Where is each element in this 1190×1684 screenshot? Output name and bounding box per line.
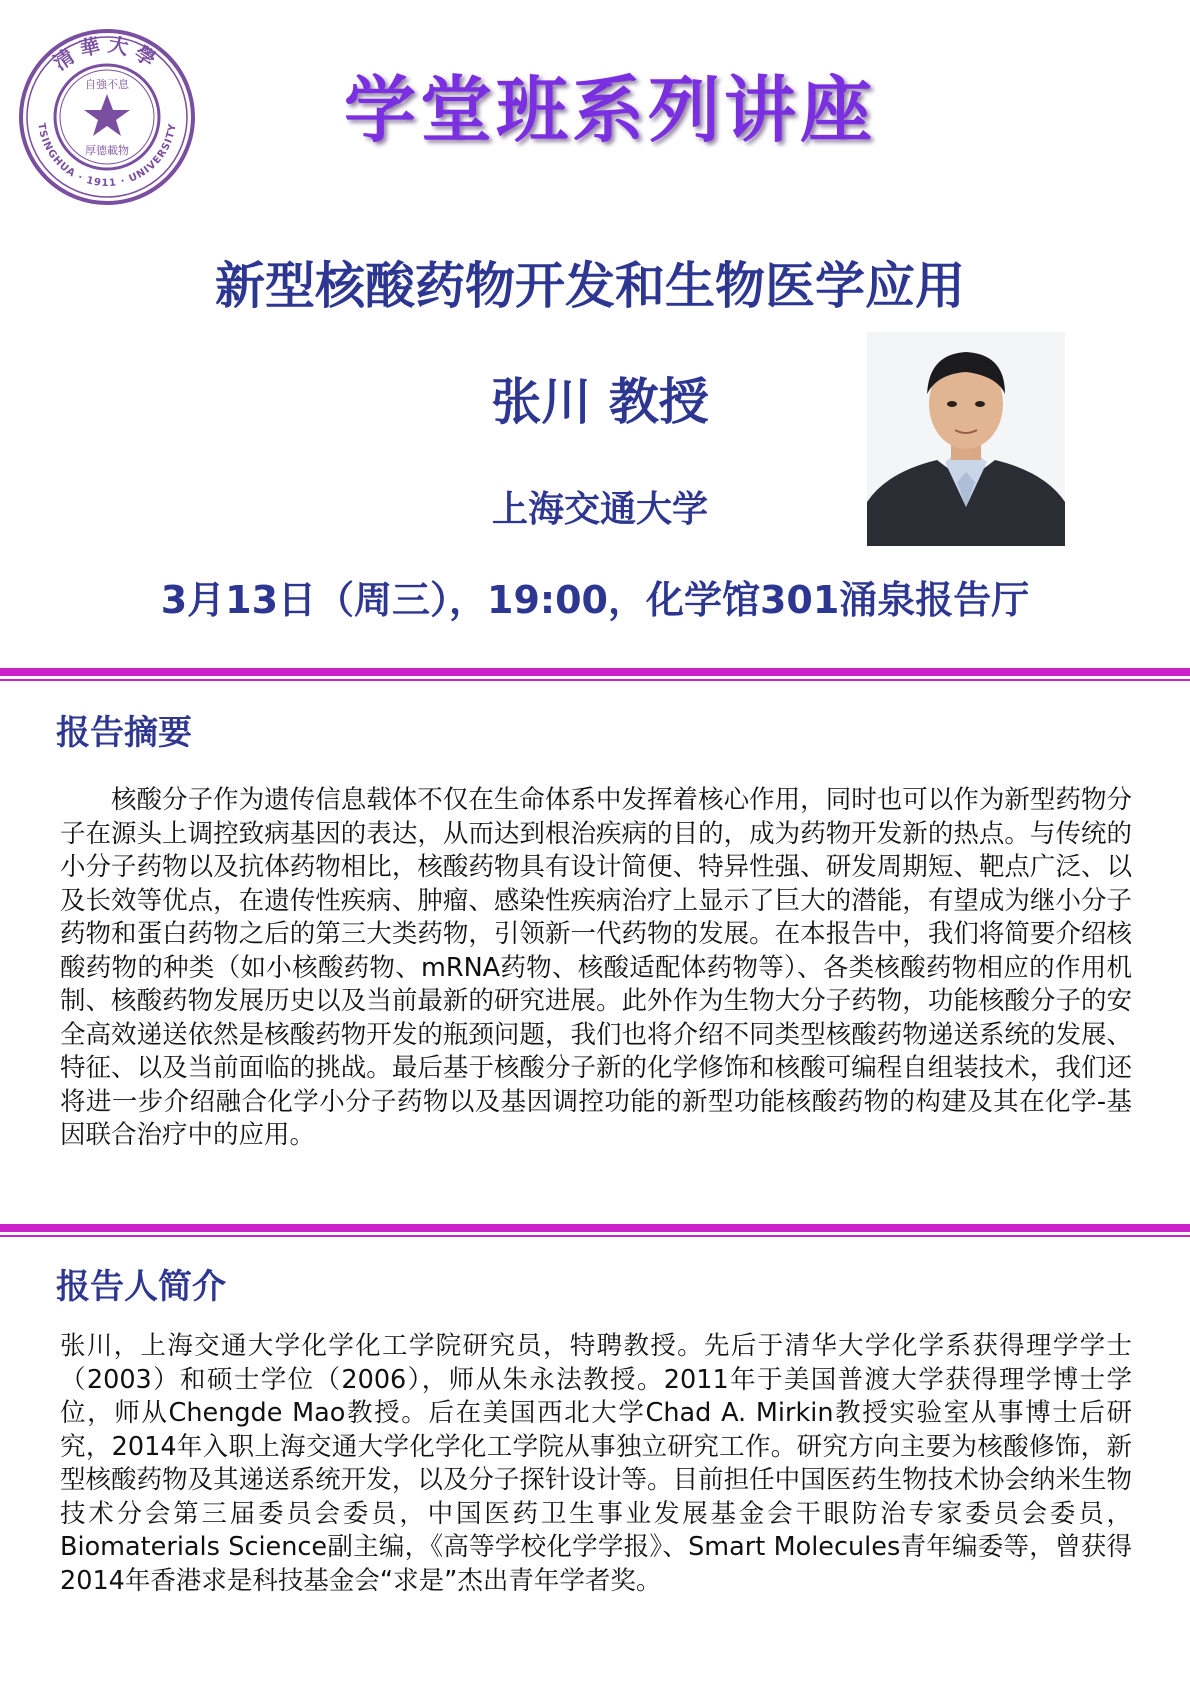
- svg-text:TSINGHUA · 1911 · UNIVERSITY: TSINGHUA · 1911 · UNIVERSITY: [35, 122, 179, 190]
- svg-text:自強不息: 自強不息: [85, 78, 129, 91]
- speaker-photo: [867, 332, 1065, 546]
- speaker-affiliation: 上海交通大学: [491, 489, 708, 530]
- abstract-heading: 报告摘要: [56, 713, 192, 753]
- bio-heading: 报告人简介: [56, 1267, 226, 1307]
- university-seal-logo: [18, 28, 196, 206]
- svg-text:清華大學: 清華大學: [48, 32, 166, 75]
- speaker-name: 张川 教授: [491, 373, 709, 431]
- event-time-location: 3月13日（周三），19:00，化学馆301涌泉报告厅: [160, 578, 1030, 622]
- section-divider: [0, 668, 1190, 682]
- abstract-body: 核酸分子作为遗传信息载体不仅在生命体系中发挥着核心作用，同时也可以作为新型药物分子在源头上调控致病基因的表达，从而达到根治疾病的目的，成为药物开发新的热点。与传统的小分子药物以及抗体药物相比，核酸药物具有设计简便、特异性强、研发周期短、靶点广泛、以及长效等优点，在遗传性疾病、肿瘤、感染性疾病治疗上显示了巨大的潜能，有望成为继小分子药物和蛋白药物之后的第三大类药物，引领新一代药物的发展。在本报告中，我们将简要介绍核酸药物的种类（如小核酸药物、mRNA药物、核酸适配体药物等）、各类核酸药物相应的作用机制、核酸药物发展历史以及当前最新的研究进展。此外作为生物大分子药物，功能核酸分子的安全高效递送依然是核酸药物开发的瓶颈问题，我们也将介绍不同类型核酸药物递送系统的发展、特征、以及当前面临的挑战。最后基于核酸分子新的化学修饰和核酸可编程自组装技术，我们还将进一步介绍融合化学小分子药物以及基因调控功能的新型功能核酸药物的构建及其在化学-基因联合治疗中的应用。: [60, 785, 1132, 1150]
- svg-text:厚德載物: 厚德載物: [85, 144, 129, 157]
- bio-body: 张川，上海交通大学化学化工学院研究员，特聘教授。先后于清华大学化学系获得理学学士（2003）和硕士学位（2006），师从朱永法教授。2011年于美国普渡大学获得理学博士学位，师从Chengde Mao教授。后在美国西北大学Chad A. Mirkin教授实验室从事博士后研究，2014年入职上海交通大学化学化工学院从事独立研究工作。研究方向主要为核酸修饰，新型核酸药物及其递送系统开发，以及分子探针设计等。目前担任中国医药生物技术协会纳米生物技术分会第三届委员会委员，中国医药卫生事业发展基金会干眼防治专家委员会委员，Biomaterials Science副主编，《高等学校化学学报》、Smart Molecules青年编委等，曾获得2014年香港求是科技基金会“求是”杰出青年学者奖。: [60, 1331, 1132, 1596]
- section-divider: [0, 1224, 1190, 1238]
- lecture-title: 新型核酸药物开发和生物医学应用: [215, 257, 965, 315]
- series-title: 学堂班系列讲座: [343, 68, 876, 152]
